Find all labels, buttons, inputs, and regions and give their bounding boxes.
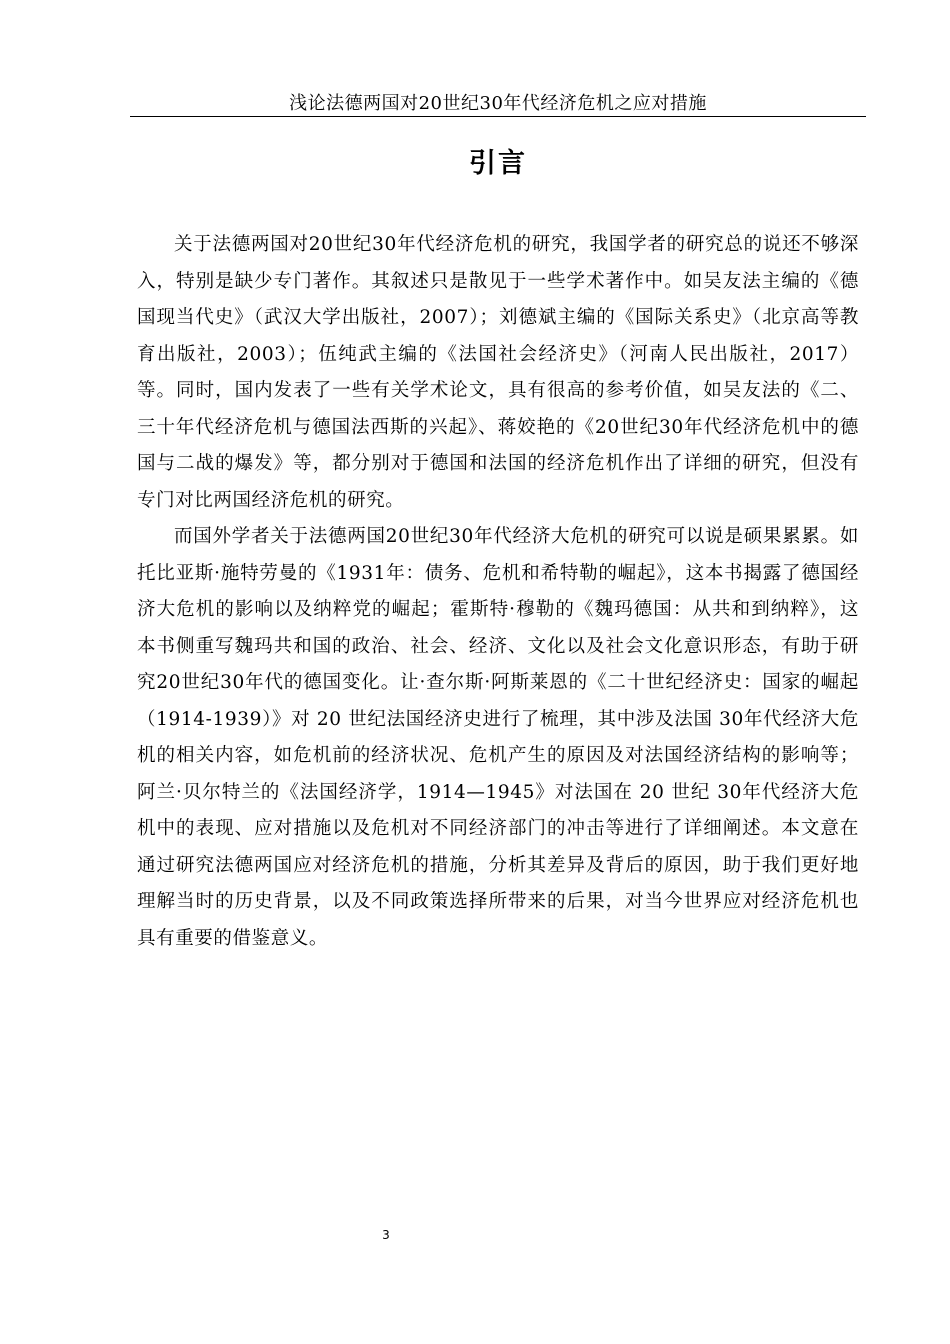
section-title: 引言 (469, 148, 527, 179)
body-text (137, 227, 859, 957)
running-header-title: 浅论法德两国对20世纪30年代经济危机之应对措施 (289, 93, 707, 114)
paragraph-foreign-research: 而国外学者关于法德两国20世纪30年代经济大危机的研究可以说是硕果累累。如托比亚斯·施特劳曼的《1931年：债务、危机和希特勒的崛起》，这本书揭露了德国经济大危机的影响以及纳粹党的崛起；霍斯特·穆勒的《魏玛德国：从共和到纳粹》，这本书侧重写魏玛共和国的政治、社会、经济、文化以及社会文化意识形态，有助于研究20世纪30年代的德国变化。让·查尔斯·阿斯莱恩的《二十世纪经济史：国家的崛起 （1914-1939）》对 20 世纪法国经济史进行了梳理，其中涉及法国 30年代经济大危机的相关内容，如危机前的经济状况、危机产生的原因及对法国经济结构的影响等；阿兰·贝尔特兰的《法国经济学，1914—1945》对法国在 20 世纪 30年代经济大危机中的表现、应对措施以及危机对不同经济部门的冲击等进行了详细阐述。本文意在通过研究法德两国应对经济危机的措施，分析其差异及背后的原因，助于我们更好地理解当时的历史背景，以及不同政策选择所带来的后果，对当今世界应对经济危机也具有重要的借鉴意义。 (137, 526, 859, 949)
page-number: 3 (382, 1228, 390, 1242)
header-divider (130, 116, 866, 117)
paragraph-domestic-research: 关于法德两国对20世纪30年代经济危机的研究，我国学者的研究总的说还不够深入，特别是缺少专门著作。其叙述只是散见于一些学术著作中。如吴友法主编的《德国现当代史》（武汉大学出版社，2007）；刘德斌主编的《国际关系史》（北京高等教育出版社，2003）；伍纯武主编的《法国社会经济史》（河南人民出版社，2017）等。同时，国内发表了一些有关学术论文，具有很高的参考价值，如吴友法的《二、三十年代经济危机与德国法西斯的兴起》、蒋姣艳的《20世纪30年代经济危机中的德国与二战的爆发》等，都分别对于德国和法国的经济危机作出了详细的研究，但没有专门对比两国经济危机的研究。 (137, 234, 859, 511)
